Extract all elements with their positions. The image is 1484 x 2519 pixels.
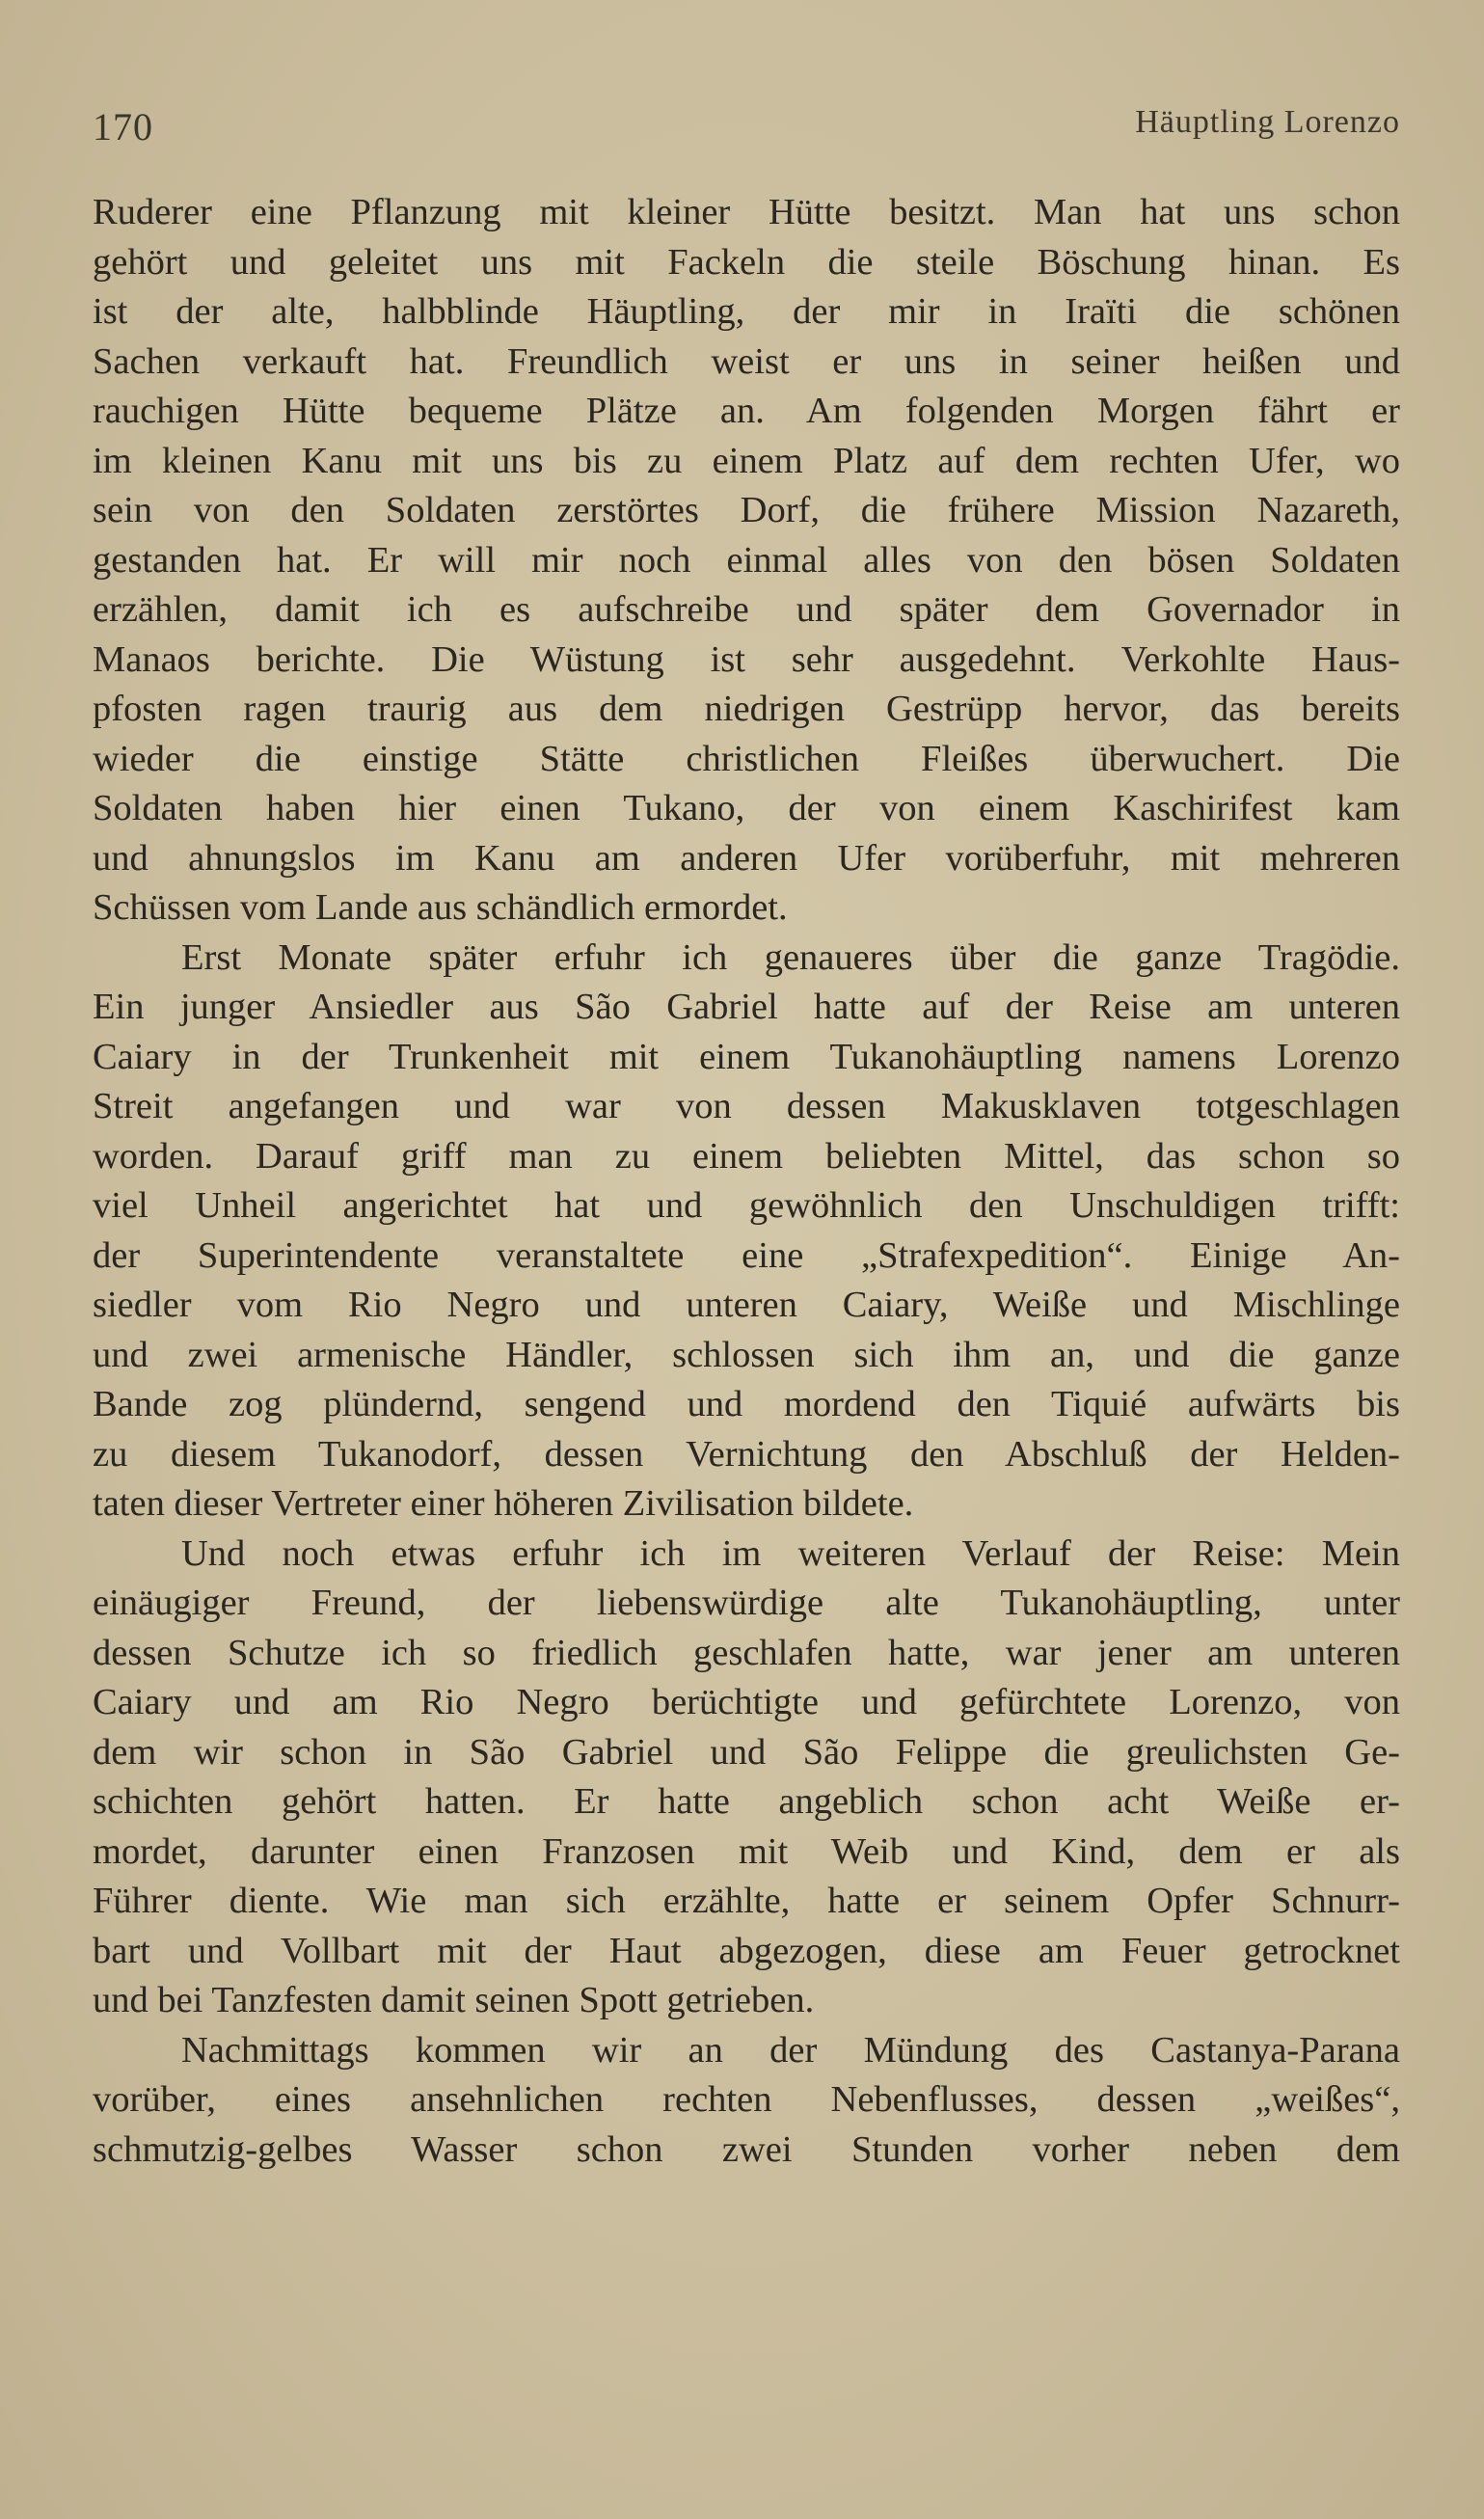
text-line: Caiary in der Trunkenheit mit einem Tukanohäuptling namens Lorenzo [93, 1036, 1400, 1077]
text-line: worden. Darauf griff man zu einem beliebten Mittel, das schon so [93, 1135, 1400, 1177]
text-line: Streit angefangen und war von dessen Makusklaven totgeschlagen [93, 1086, 1400, 1126]
text-line: schmutzig-gelbes Wasser schon zwei Stunden vorher neben dem [93, 2128, 1400, 2170]
text-line: bart und Vollbart mit der Haut abgezogen, diese am Feuer getrocknet [93, 1930, 1400, 1971]
text-line: pfosten ragen traurig aus dem niedrigen Gestrüpp hervor, das bereits [93, 689, 1400, 729]
text-line: im kleinen Kanu mit uns bis zu einem Platz auf dem rechten Ufer, wo [93, 440, 1400, 481]
text-line: und bei Tanzfesten damit seinen Spott getrieben. [93, 1980, 815, 2020]
paragraph [93, 934, 1400, 1530]
text-line: Und noch etwas erfuhr ich im weiteren Verlauf der Reise: Mein [181, 1532, 1400, 1574]
text-line: der Superintendente veranstaltete eine „Strafexpedition“. Einige An- [93, 1234, 1400, 1276]
text-line: Führer diente. Wie man sich erzählte, hatte er seinem Opfer Schnurr- [93, 1881, 1400, 1921]
page-header [93, 98, 1400, 156]
text-line: Erst Monate später erfuhr ich genaueres über die ganze Tragödie. [181, 936, 1400, 978]
text-line: dessen Schutze ich so friedlich geschlafen hatte, war jener am unteren [93, 1632, 1400, 1673]
text-line: dem wir schon in São Gabriel und São Felippe die greulichsten Ge- [93, 1731, 1400, 1773]
text-line: schichten gehört hatten. Er hatte angeblich schon acht Weiße er- [93, 1781, 1400, 1822]
text-line: gestanden hat. Er will mir noch einmal alles von den bösen Soldaten [93, 539, 1400, 581]
body-text [93, 188, 1400, 2175]
running-head: Häuptling Lorenzo [1135, 104, 1400, 140]
text-line: einäugiger Freund, der liebenswürdige alte Tukanohäuptling, unter [93, 1583, 1400, 1623]
text-line: Caiary und am Rio Negro berüchtigte und gefürchtete Lorenzo, von [93, 1682, 1400, 1722]
text-line: Manaos berichte. Die Wüstung ist sehr ausgedehnt. Verkohlte Haus- [93, 638, 1400, 680]
text-line: Schüssen vom Lande aus schändlich ermordet. [93, 887, 788, 928]
text-line: erzählen, damit ich es aufschreibe und später dem Governador in [93, 589, 1400, 630]
text-line: vorüber, eines ansehnlichen rechten Nebenflusses, dessen „weißes“, [93, 2079, 1400, 2120]
text-line: zu diesem Tukanodorf, dessen Vernichtung den Abschluß der Helden- [93, 1433, 1400, 1475]
text-line: mordet, darunter einen Franzosen mit Weib und Kind, dem er als [93, 1830, 1400, 1872]
text-line: gehört und geleitet uns mit Fackeln die steile Böschung hinan. Es [93, 241, 1400, 283]
text-line: sein von den Soldaten zerstörtes Dorf, die frühere Mission Nazareth, [93, 490, 1400, 530]
text-line: Sachen verkauft hat. Freundlich weist er uns in seiner heißen und [93, 340, 1400, 382]
text-line: ist der alte, halbblinde Häuptling, der mir in Iraïti die schönen [93, 291, 1400, 332]
text-line: Bande zog plündernd, sengend und mordend den Tiquié aufwärts bis [93, 1384, 1400, 1424]
page-number: 170 [93, 105, 153, 149]
paragraph [93, 2026, 1400, 2176]
text-line: Nachmittags kommen wir an der Mündung des Castanya-Parana [181, 2029, 1400, 2071]
text-line: viel Unheil angerichtet hat und gewöhnlich den Unschuldigen trifft: [93, 1185, 1400, 1226]
text-line: siedler vom Rio Negro und unteren Caiary, Weiße und Mischlinge [93, 1285, 1400, 1325]
text-line: rauchigen Hütte bequeme Plätze an. Am folgenden Morgen fährt er [93, 391, 1400, 431]
text-line: Soldaten haben hier einen Tukano, der von einem Kaschirifest kam [93, 788, 1400, 828]
text-line: Ein junger Ansiedler aus São Gabriel hatte auf der Reise am unteren [93, 987, 1400, 1027]
text-line: wieder die einstige Stätte christlichen Fleißes überwuchert. Die [93, 738, 1400, 779]
text-line: und zwei armenische Händler, schlossen sich ihm an, und die ganze [93, 1334, 1400, 1375]
text-line: Ruderer eine Pflanzung mit kleiner Hütte besitzt. Man hat uns schon [93, 192, 1400, 232]
paragraph [93, 188, 1400, 934]
text-line: und ahnungslos im Kanu am anderen Ufer vorüberfuhr, mit mehreren [93, 837, 1400, 879]
paragraph [93, 1530, 1400, 2026]
text-line: taten dieser Vertreter einer höheren Zivilisation bildete. [93, 1483, 914, 1524]
